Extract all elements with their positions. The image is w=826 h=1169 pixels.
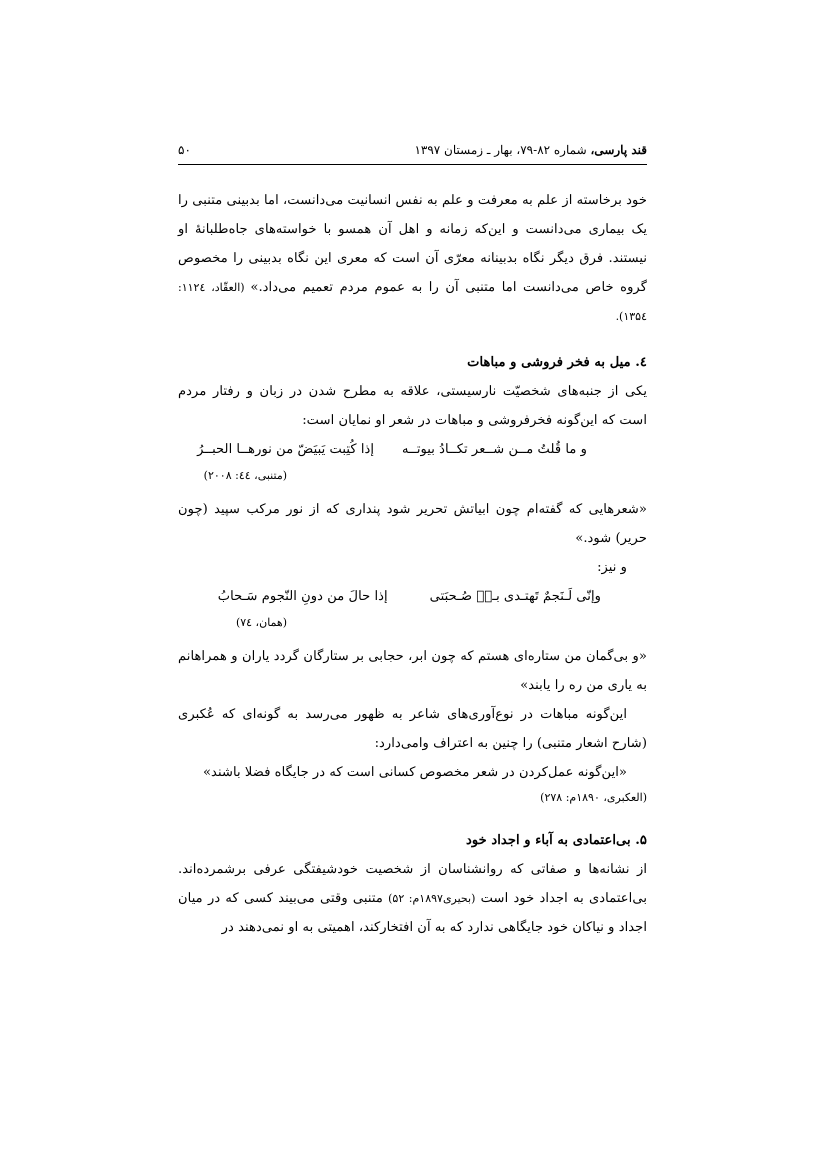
paragraph-text: از نشانه‌ها و صفاتی که روانشناسان از شخصیت خودشیفتگی عرفی برشمرده‌اند. بی‌اعتمادی به اجداد خود است — [178, 862, 647, 906]
quote: «این‌گونه عمل‌کردن در شعر مخصوص کسانی است که در جایگاه فضلا باشند» — [202, 765, 627, 780]
translation: «شعرهایی که گفته‌ام چون ابیاتش تحریر شود پنداری که از نور مرکب سپید (چون حریر) شود.» — [178, 502, 647, 546]
paragraph-text: خود برخاسته از علم به معرفت و علم به نفس انسانیت می‌دانست، اما بدبینی متنبی را یک بیماری می‌دانست و این‌که زمانه و اهل آن همسو با خواسته‌های جاه‌طلبانهٔ او نیستند. فرق دیگر نگاه بدبینانه معرّی آن است که معری این نگاه بدبینی را مخصوص گروه خاص می‌دانست اما متنبی آن را به عموم مردم تعمیم می‌داد.» — [178, 193, 647, 295]
paragraph: این‌گونه مباهات در نوع‌آوری‌های شاعر به ظهور می‌رسد به گونه‌ای که عُکبری (شارح اشعار متنبی) را چنین به اعتراف وامی‌دارد: — [178, 707, 647, 751]
verse-citation: (همان، ٧٤) — [235, 616, 287, 629]
quote-citation: (العکبری، ۱۸۹۰م: ۲۷۸) — [540, 791, 647, 804]
also-label: و نیز: — [597, 560, 627, 575]
paragraph — [178, 186, 647, 331]
translation: «و بی‌گمان من ستاره‌ای هستم که چون ابر، حجابی بر ستارگان گردد یاران و همراهانم به یاری من ره را یابند» — [178, 649, 647, 693]
verse-citation: (متنبی، ٤٤: ۲۰۰۸) — [203, 469, 287, 482]
section-heading: ۵. بی‌اعتمادی به آباء و اجداد خود — [465, 833, 647, 848]
journal-issue: شماره ۸۲-۷۹، بهار ـ زمستان ۱۳۹۷ — [414, 143, 591, 157]
page-number: ۵۰ — [178, 143, 191, 157]
journal-title: قند پارسی، — [590, 143, 647, 157]
verse-line — [178, 582, 647, 612]
hemistich-second: إذا حالَ من دونِ النّجوم سَـحابُ — [217, 589, 388, 604]
paragraph — [178, 855, 647, 942]
journal-info — [414, 143, 647, 157]
running-header — [178, 143, 647, 163]
reference: (بحیری۱۸۹۷م: ۵۲) — [388, 892, 476, 905]
verse-line — [178, 435, 647, 465]
paragraph-text: متنبی وقتی می‌بیند کسی که در میان اجداد و نیاکان خود جایگاهی ندارد که به آن افتخارکند، اهمیتی به او نمی‌دهند در — [178, 891, 647, 935]
reference: (العقّاد، ۱۱۲٤: ۱۳۵٤). — [178, 281, 647, 323]
body-text — [178, 186, 647, 942]
section-heading: ٤. میل به فخر فروشی و مباهات — [467, 355, 647, 370]
hemistich-first: وإنّی لَـنَجمٌ تَهتـدی بـیٖ صُـحبَتی — [429, 589, 601, 604]
header-divider — [178, 164, 647, 165]
hemistich-first: و ما قُلتُ مــن شــعر تکــادُ بیوتــه — [402, 442, 587, 457]
paragraph: یکی از جنبه‌های شخصیّت نارسیستی، علاقه به مطرح شدن در زبان و رفتار مردم است که این‌گونه فخرفروشی و مباهات در شعر او نمایان است: — [178, 384, 647, 428]
hemistich-second: إذا کُتِبت یَبیَضّ من نورهــا الحبــرُ — [197, 442, 375, 457]
